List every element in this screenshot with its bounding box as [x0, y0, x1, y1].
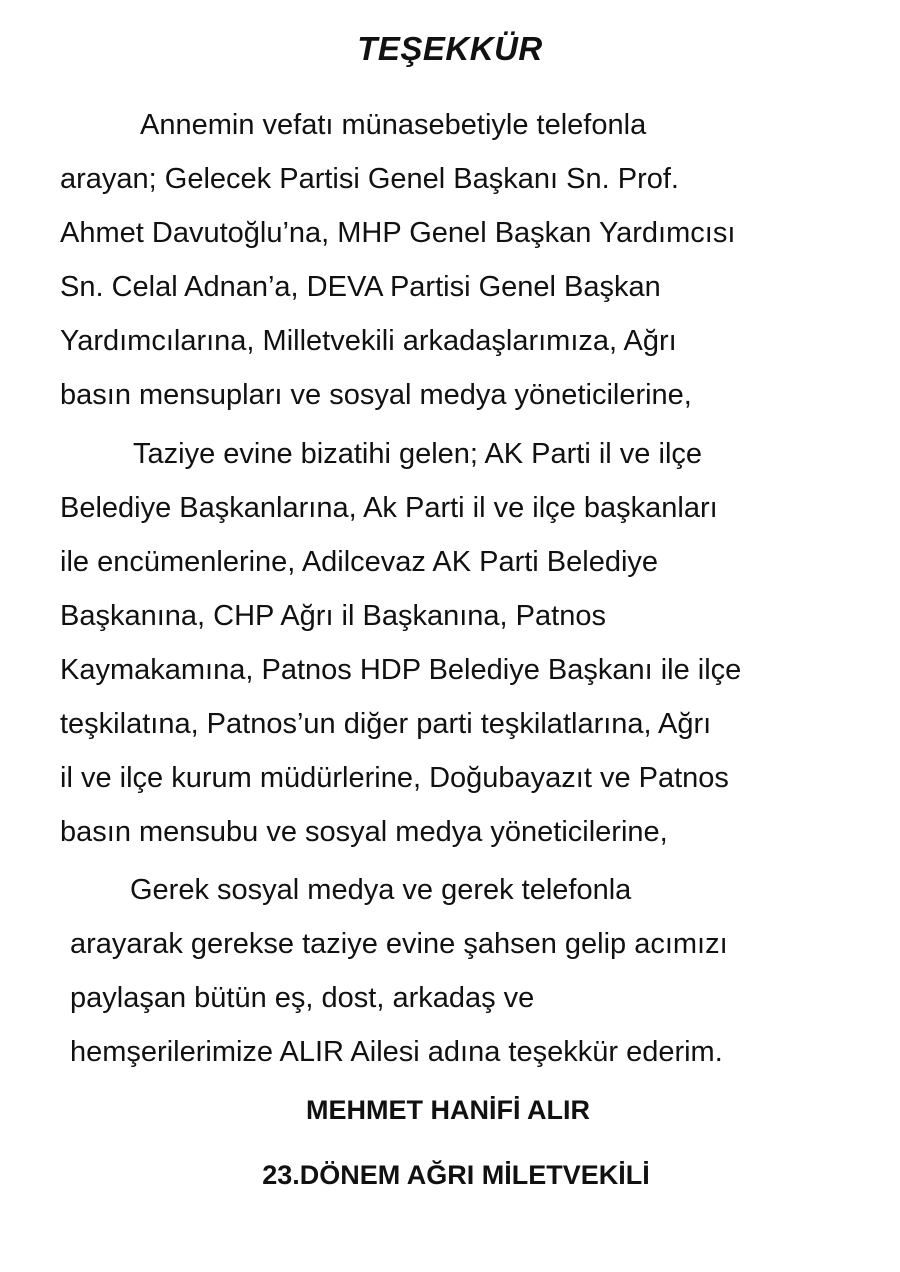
- paragraph1-line: arayan; Gelecek Partisi Genel Başkanı Sn. Prof.: [60, 163, 679, 195]
- signature-name: MEHMET HANİFİ ALIR: [306, 1095, 590, 1125]
- signature-position: 23.DÖNEM AĞRI MİLETVEKİLİ: [262, 1160, 650, 1190]
- paragraph1-line: Annemin vefatı münasebetiyle telefonla: [140, 109, 647, 141]
- paragraph3-line: paylaşan bütün eş, dost, arkadaş ve: [70, 982, 535, 1014]
- paragraph2-line: il ve ilçe kurum müdürlerine, Doğubayazıt ve Patnos: [60, 762, 729, 794]
- paragraph2-line: Kaymakamına, Patnos HDP Belediye Başkanı ile ilçe: [60, 654, 742, 686]
- paragraph3-line: Gerek sosyal medya ve gerek telefonla: [130, 874, 632, 906]
- paragraph3-line: hemşerilerimize ALIR Ailesi adına teşekkür ederim.: [70, 1036, 723, 1068]
- paragraph2-line: teşkilatına, Patnos’un diğer parti teşkilatlarına, Ağrı: [60, 708, 712, 740]
- paragraph1-line: Sn. Celal Adnan’a, DEVA Partisi Genel Başkan: [60, 271, 661, 303]
- paragraph1-line: basın mensupları ve sosyal medya yöneticilerine,: [60, 379, 692, 411]
- paragraph2-line: Taziye evine bizatihi gelen; AK Parti il ve ilçe: [133, 438, 703, 470]
- paragraph2-line: ile encümenlerine, Adilcevaz AK Parti Belediye: [60, 546, 659, 578]
- paragraph3-line: arayarak gerekse taziye evine şahsen gelip acımızı: [70, 928, 728, 960]
- notice-title: TEŞEKKÜR: [357, 30, 543, 67]
- paragraph1-line: Yardımcılarına, Milletvekili arkadaşlarımıza, Ağrı: [60, 325, 677, 357]
- paragraph2-line: basın mensubu ve sosyal medya yöneticilerine,: [60, 816, 668, 848]
- paragraph2-line: Belediye Başkanlarına, Ak Parti il ve ilçe başkanları: [60, 492, 718, 524]
- paragraph2-line: Başkanına, CHP Ağrı il Başkanına, Patnos: [60, 600, 606, 632]
- paragraph1-line: Ahmet Davutoğlu’na, MHP Genel Başkan Yardımcısı: [60, 217, 736, 249]
